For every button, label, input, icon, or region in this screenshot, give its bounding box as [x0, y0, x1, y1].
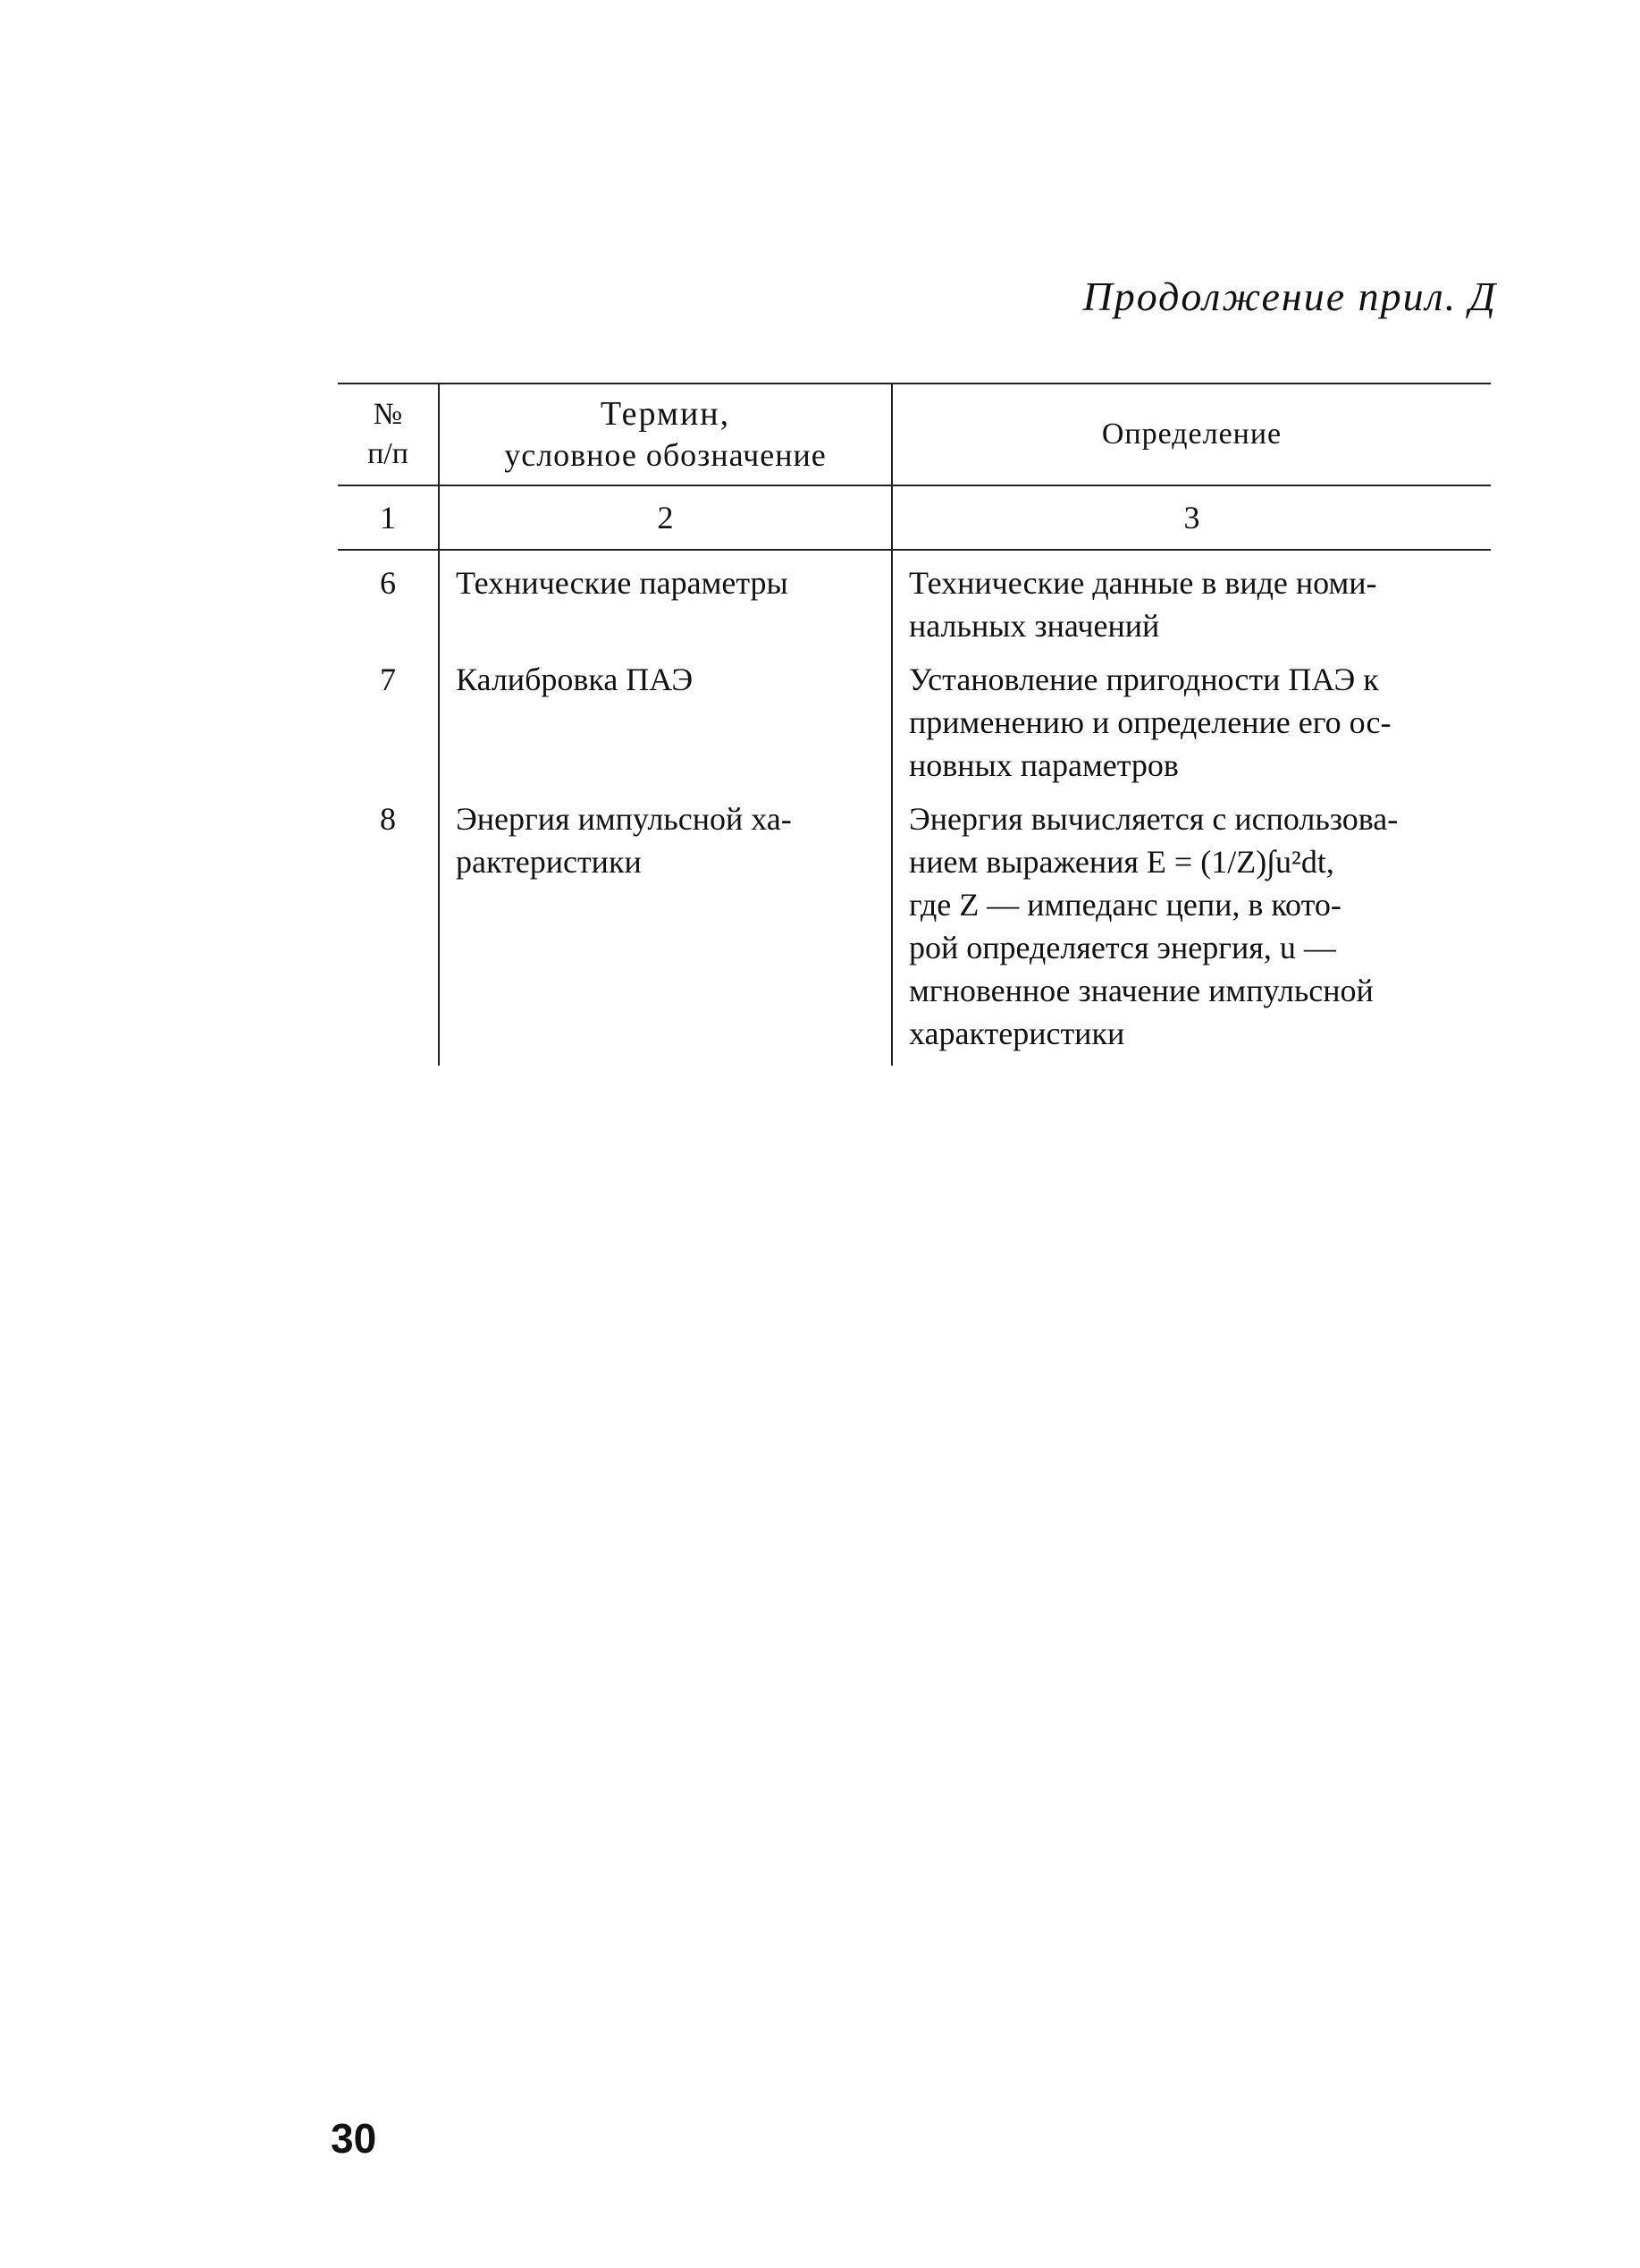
continuation-heading: Продолжение прил. Д — [1082, 274, 1497, 319]
column-number-1: 1 — [338, 485, 439, 550]
header-number-column — [338, 384, 439, 485]
definition-line: нием выражения E = (1/Z)∫u²dt, — [909, 844, 1334, 880]
column-number-2: 2 — [439, 485, 892, 550]
row-definition — [892, 550, 1491, 647]
table-row — [338, 787, 1491, 1066]
page-number: 30 — [331, 2115, 377, 2162]
table-header-row — [338, 384, 1491, 485]
definition-line: Установление пригодности ПАЭ к — [909, 662, 1379, 697]
definition-line: рой определяется энергия, u — — [909, 930, 1336, 965]
row-term: Технические параметры — [439, 550, 892, 647]
row-definition — [892, 787, 1491, 1066]
definition-line: применению и определение его ос- — [909, 704, 1392, 740]
header-term-line2: условное обозначение — [504, 437, 827, 473]
table-row — [338, 550, 1491, 647]
terms-table — [338, 383, 1491, 1066]
definition-line: новных параметров — [909, 747, 1179, 783]
definition-line: характеристики — [909, 1016, 1125, 1051]
header-number-abbrev: п/п — [367, 437, 408, 470]
row-number: 7 — [380, 662, 396, 697]
row-term: Калибровка ПАЭ — [439, 647, 892, 787]
row-term — [439, 787, 892, 1066]
definition-line: Технические данные в виде номи- — [909, 565, 1377, 601]
header-definition-column: Определение — [892, 384, 1491, 485]
row-number: 6 — [380, 565, 396, 601]
definition-line: где Z — импеданс цепи, в кото- — [909, 887, 1341, 923]
term-line: рактеристики — [456, 844, 642, 880]
definition-line: Энергия вычисляется с использова- — [909, 801, 1399, 837]
row-definition — [892, 647, 1491, 787]
column-number-3: 3 — [892, 485, 1491, 550]
column-number-row — [338, 485, 1491, 550]
header-term-line1: Термин, — [600, 395, 731, 433]
definition-line: нальных значений — [909, 608, 1160, 644]
header-number-symbol: № — [373, 398, 403, 431]
term-line: Энергия импульсной ха- — [456, 801, 792, 837]
header-term-column — [439, 384, 892, 485]
definition-line: мгновенное значение импульсной — [909, 973, 1374, 1008]
row-number: 8 — [380, 801, 396, 837]
table-row — [338, 647, 1491, 787]
